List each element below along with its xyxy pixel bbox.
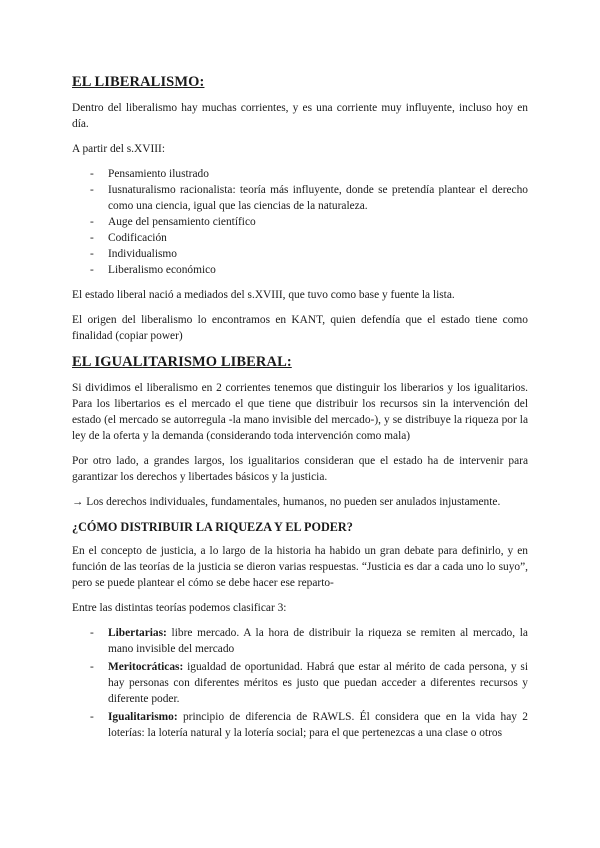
term-label: Igualitarismo: bbox=[108, 711, 178, 723]
dash-marker: - bbox=[90, 661, 94, 673]
dash-marker: - bbox=[90, 184, 94, 196]
paragraph-corrientes: Si dividimos el liberalismo en 2 corrientes tenemos que distinguir los liberarios y los igualitarios. Para los libertarios es el mercado el que tiene que distribuir los recursos sin la intervención del estado (el mercado se autorregula -la mano invisible del mercado-), y se distribuye la riqueza por la ley de la oferta y la demanda (considerando toda intervención como mala) bbox=[72, 382, 528, 442]
term-text: libre mercado. A la hora de distribuir la riqueza se remiten al mercado, la mano invisible del mercado bbox=[108, 627, 528, 655]
list-item: - Pensamiento ilustrado bbox=[90, 168, 209, 180]
list-item bbox=[72, 625, 528, 657]
term-label: Meritocráticas: bbox=[108, 661, 184, 673]
term-text: igualdad de oportunidad. Habrá que estar al mérito de cada persona, y si hay personas con diferentes méritos es justo que puedan acceder a diferentes recursos y diferente poder. bbox=[108, 661, 528, 705]
paragraph-intro: Dentro del liberalismo hay muchas corrientes, y es una corriente muy influyente, incluso hoy en día. bbox=[72, 102, 528, 130]
list-item: - Individualismo bbox=[90, 248, 177, 260]
document-page bbox=[72, 64, 528, 750]
paragraph-estado-liberal: El estado liberal nació a mediados del s.XVIII, que tuvo como base y fuente la lista. bbox=[72, 289, 455, 301]
dash-marker: - bbox=[90, 232, 94, 244]
list-item: - Iusnaturalismo racionalista: teoría más influyente, donde se pretendía plantear el derecho como una ciencia, igual que las ciencias de la naturaleza. bbox=[90, 184, 528, 212]
list-item: - Codificación bbox=[90, 232, 167, 244]
dash-marker: - bbox=[90, 711, 94, 723]
list-item bbox=[72, 709, 528, 741]
dash-marker: - bbox=[90, 168, 94, 180]
heading-igualitarismo: EL IGUALITARISMO LIBERAL: bbox=[72, 354, 292, 370]
paragraph-teorias: Entre las distintas teorías podemos clasificar 3: bbox=[72, 602, 287, 614]
paragraph-derechos: → Los derechos individuales, fundamentales, humanos, no pueden ser anulados injustamente. bbox=[72, 496, 501, 508]
paragraph-justicia: En el concepto de justicia, a lo largo de la historia ha habido un gran debate para definirlo, y en función de las teorías de la justicia se dieron varias respuestas. “Justicia es dar a cada uno lo suyo”, pero se puede plantear el cómo se debe hacer ese reparto- bbox=[72, 545, 528, 589]
paragraph-igualitarios: Por otro lado, a grandes largos, los igualitarios consideran que el estado ha de intervenir para garantizar los derechos y libertades básicos y la justicia. bbox=[72, 455, 528, 483]
term-label: Libertarias: bbox=[108, 627, 167, 639]
list-teorias bbox=[72, 625, 528, 741]
paragraph-from-xviii: A partir del s.XVIII: bbox=[72, 143, 165, 155]
dash-marker: - bbox=[90, 216, 94, 228]
heading-liberalismo: EL LIBERALISMO: bbox=[72, 74, 205, 90]
dash-marker: - bbox=[90, 248, 94, 260]
list-item: - Auge del pensamiento científico bbox=[90, 216, 256, 228]
list-item bbox=[72, 659, 528, 707]
heading-riqueza: ¿CÓMO DISTRIBUIR LA RIQUEZA Y EL PODER? bbox=[72, 520, 353, 534]
dash-marker: - bbox=[90, 627, 94, 639]
list-item: - Liberalismo económico bbox=[90, 264, 216, 276]
list-liberalismo bbox=[72, 166, 528, 278]
dash-marker: - bbox=[90, 264, 94, 276]
term-text: principio de diferencia de RAWLS. Él considera que en la vida hay 2 loterías: la lotería natural y la lotería social; para el que pertenezcas a una clase o otros bbox=[108, 711, 528, 739]
paragraph-kant: El origen del liberalismo lo encontramos en KANT, quien defendía que el estado tiene como finalidad (copiar power) bbox=[72, 314, 528, 342]
